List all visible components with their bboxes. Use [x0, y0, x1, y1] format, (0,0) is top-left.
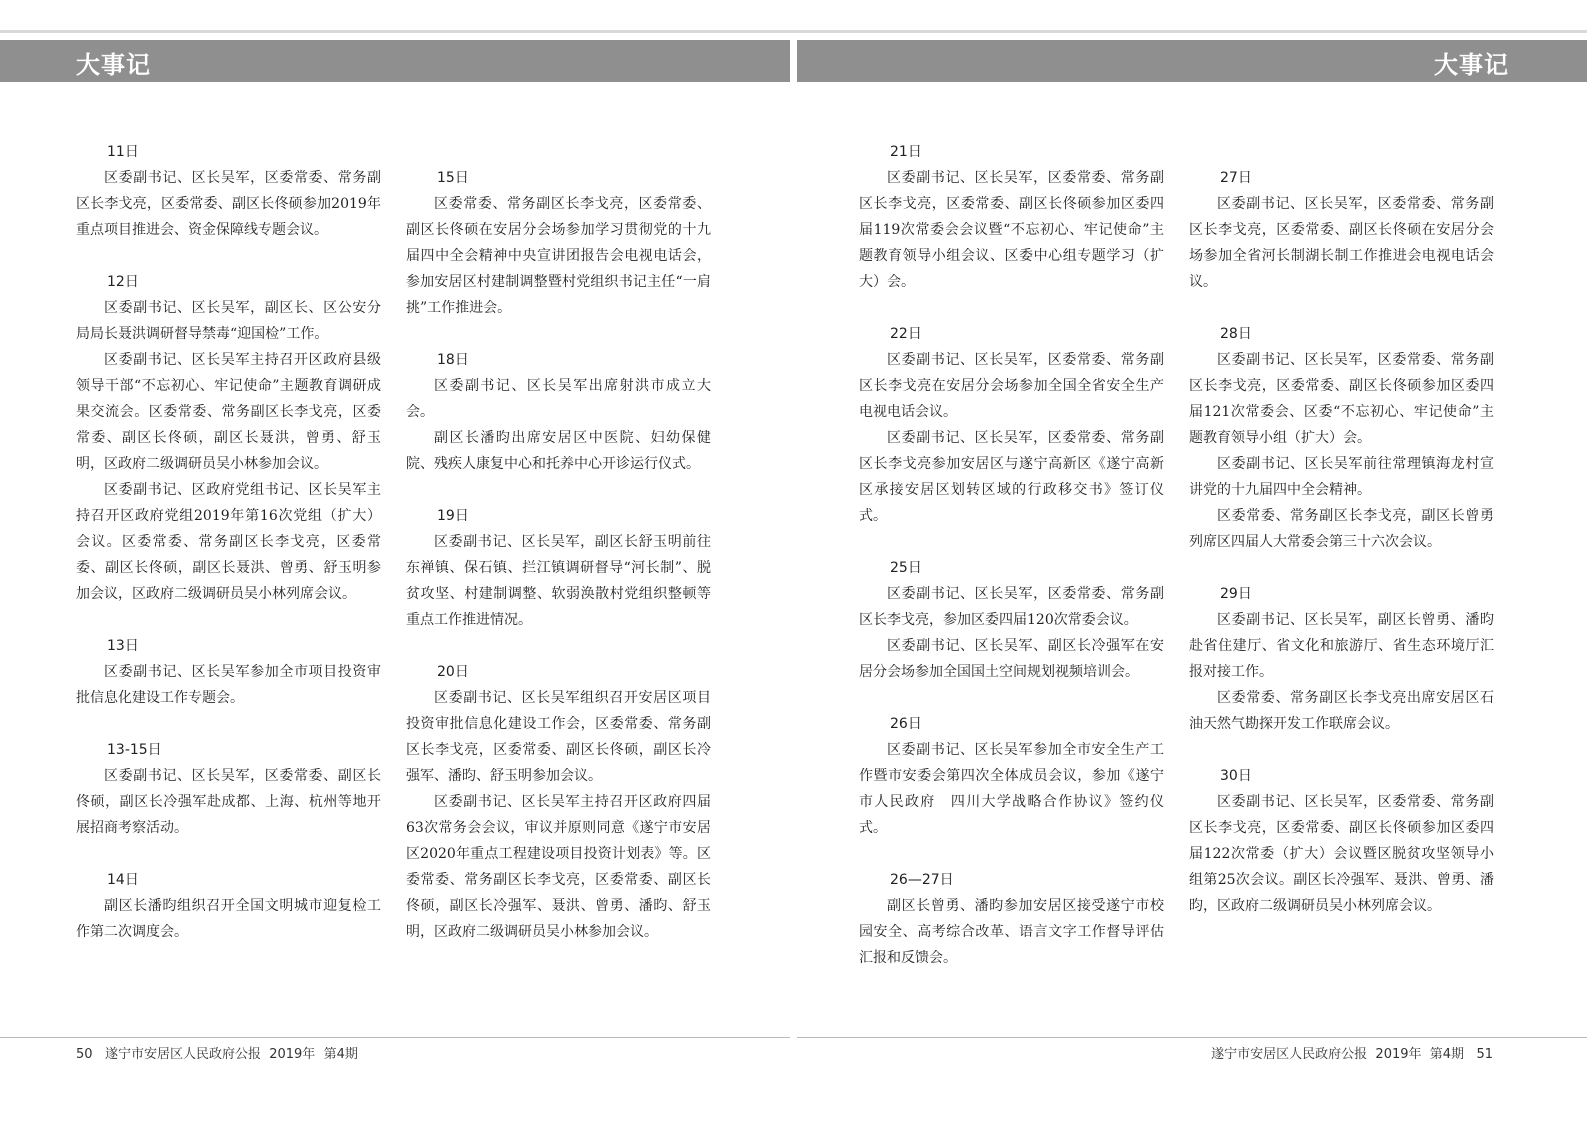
event-date: 27日 — [1220, 170, 1252, 186]
column-3 — [859, 139, 1164, 971]
left-footer-rule — [0, 1037, 790, 1038]
event-paragraph: 区委副书记、区长吴军，区委常委、常务副区长李戈亮，区委常委、副区长佟硕参加2019年重点项目推进会、资金保障线专题会议。 — [76, 170, 381, 238]
event-paragraph: 区委副书记、区长吴军，副区长舒玉明前往东禅镇、保石镇、拦江镇调研督导“河长制”、脱贫攻坚、村建制调整、软弱涣散村党组织整顿等重点工作推进情况。 — [406, 534, 711, 628]
event-paragraph: 区委副书记、区长吴军主持召开区政府县级领导干部“不忘初心、牢记使命”主题教育调研成果交流会。区委常委、常务副区长李戈亮，区委常委、副区长佟硕，副区长聂洪，曾勇、舒玉明，区政府二级调研员吴小林参加会议。 — [76, 352, 381, 472]
column-4 — [1189, 165, 1494, 919]
event-entry — [76, 269, 381, 607]
event-date: 11日 — [107, 144, 139, 160]
event-paragraph: 区委副书记、区长吴军组织召开安居区项目投资审批信息化建设工作会，区委常委、常务副区长李戈亮，区委常委、副区长佟硕，副区长冷强军、潘昀、舒玉明参加会议。 — [406, 690, 711, 784]
event-paragraph: 区委副书记、区长吴军、副区长冷强军在安居分会场参加全国国土空间规划视频培训会。 — [859, 638, 1164, 680]
right-footer-rule — [797, 1037, 1587, 1038]
column-2 — [406, 165, 711, 945]
event-date: 19日 — [437, 508, 469, 524]
event-paragraph: 区委副书记、区长吴军，区委常委、副区长佟硕，副区长冷强军赴成都、上海、杭州等地开展招商考察活动。 — [76, 768, 381, 836]
event-date: 15日 — [437, 170, 469, 186]
left-section-title: 大事记 — [76, 51, 151, 79]
left-publication-title: 遂宁市安居区人民政府公报 2019年 第4期 — [104, 1047, 358, 1062]
column-1 — [76, 139, 381, 945]
event-date: 12日 — [107, 274, 139, 290]
top-rule — [0, 30, 1587, 33]
event-entry — [76, 139, 381, 243]
event-paragraph: 区委副书记、区长吴军，区委常委、常务副区长李戈亮，区委常委、副区长佟硕参加区委四届121次常委会、区委“不忘初心、牢记使命”主题教育领导小组（扩大）会。 — [1189, 352, 1494, 446]
event-entry — [1189, 165, 1494, 295]
right-page-number: 51 — [1476, 1047, 1493, 1062]
event-entry — [76, 867, 381, 945]
event-date: 26—27日 — [890, 872, 954, 888]
event-date: 25日 — [890, 560, 922, 576]
event-date: 13-15日 — [107, 742, 162, 758]
event-entry — [406, 347, 711, 477]
event-paragraph: 区委副书记、区长吴军，区委常委、常务副区长李戈亮，区委常委、副区长佟硕参加区委四届122次常委（扩大）会议暨区脱贫攻坚领导小组第25次会议。副区长冷强军、聂洪、曾勇、潘昀，区政府二级调研员吴小林列席会议。 — [1189, 794, 1494, 914]
event-entry — [406, 165, 711, 321]
event-paragraph: 区委副书记、区长吴军，区委常委、常务副区长李戈亮，区委常委、副区长佟硕参加区委四届119次常委会会议暨“不忘初心、牢记使命”主题教育领导小组会议、区委中心组专题学习（扩大）会。 — [859, 170, 1164, 290]
event-entry — [859, 555, 1164, 685]
event-paragraph: 区委副书记、区长吴军，区委常委、常务副区长李戈亮在安居分会场参加全国全省安全生产电视电话会议。 — [859, 352, 1164, 420]
event-entry — [406, 503, 711, 633]
event-paragraph: 区委常委、常务副区长李戈亮，副区长曾勇列席区四届人大常委会第三十六次会议。 — [1189, 508, 1494, 550]
event-date: 29日 — [1220, 586, 1252, 602]
event-paragraph: 区委副书记、区长吴军出席射洪市成立大会。 — [406, 378, 711, 420]
event-entry — [859, 867, 1164, 971]
event-date: 20日 — [437, 664, 469, 680]
event-paragraph: 区委副书记、区长吴军前往常理镇海龙村宣讲党的十九届四中全会精神。 — [1189, 456, 1494, 498]
event-date: 28日 — [1220, 326, 1252, 342]
event-entry — [859, 321, 1164, 529]
event-entry — [859, 139, 1164, 295]
event-entry — [76, 737, 381, 841]
event-entry — [76, 633, 381, 711]
right-section-title: 大事记 — [1434, 51, 1509, 79]
event-paragraph: 区委副书记、区长吴军参加全市安全生产工作暨市安委会第四次全体成员会议，参加《遂宁市人民政府 四川大学战略合作协议》签约仪式。 — [859, 742, 1164, 836]
right-publication-title: 遂宁市安居区人民政府公报 2019年 第4期 — [1211, 1047, 1465, 1062]
event-paragraph: 区委副书记、区长吴军，副区长、区公安分局局长聂洪调研督导禁毒“迎国检”工作。 — [76, 300, 381, 342]
event-paragraph: 区委副书记、区政府党组书记、区长吴军主持召开区政府党组2019年第16次党组（扩大）会议。区委常委、常务副区长李戈亮，区委常委、副区长佟硕，副区长聂洪、曾勇、舒玉明参加会议，区政府二级调研员吴小林列席会议。 — [76, 482, 381, 602]
event-date: 21日 — [890, 144, 922, 160]
event-date: 22日 — [890, 326, 922, 342]
event-paragraph: 区委副书记、区长吴军，副区长曾勇、潘昀赴省住建厅、省文化和旅游厅、省生态环境厅汇报对接工作。 — [1189, 612, 1494, 680]
event-paragraph: 区委副书记、区长吴军参加全市项目投资审批信息化建设工作专题会。 — [76, 664, 381, 706]
event-date: 26日 — [890, 716, 922, 732]
event-date: 30日 — [1220, 768, 1252, 784]
event-date: 13日 — [107, 638, 139, 654]
event-paragraph: 副区长潘昀出席安居区中医院、妇幼保健院、残疾人康复中心和托养中心开诊运行仪式。 — [406, 430, 711, 472]
event-paragraph: 区委副书记、区长吴军，区委常委、常务副区长李戈亮，区委常委、副区长佟硕在安居分会场参加全省河长制湖长制工作推进会电视电话会议。 — [1189, 196, 1494, 290]
event-paragraph: 区委副书记、区长吴军主持召开区政府四届63次常务会会议，审议并原则同意《遂宁市安居区2020年重点工程建设项目投资计划表》等。区委常委、常务副区长李戈亮，区委常委、副区长佟硕，副区长冷强军、聂洪、曾勇、潘昀、舒玉明，区政府二级调研员吴小林参加会议。 — [406, 794, 711, 940]
right-footer — [1211, 1043, 1493, 1062]
event-entry — [406, 659, 711, 945]
event-date: 14日 — [107, 872, 139, 888]
left-footer — [76, 1043, 358, 1062]
event-date: 18日 — [437, 352, 469, 368]
event-paragraph: 区委副书记、区长吴军，区委常委、常务副区长李戈亮，参加区委四届120次常委会议。 — [859, 586, 1164, 628]
event-paragraph: 区委副书记、区长吴军，区委常委、常务副区长李戈亮参加安居区与遂宁高新区《遂宁高新区承接安居区划转区域的行政移交书》签订仪式。 — [859, 430, 1164, 524]
event-paragraph: 副区长曾勇、潘昀参加安居区接受遂宁市校园安全、高考综合改革、语言文字工作督导评估汇报和反馈会。 — [859, 898, 1164, 966]
event-entry — [1189, 321, 1494, 555]
event-paragraph: 副区长潘昀组织召开全国文明城市迎复检工作第二次调度会。 — [76, 898, 381, 940]
event-entry — [1189, 763, 1494, 919]
left-page-number: 50 — [76, 1047, 93, 1062]
event-paragraph: 区委常委、常务副区长李戈亮，区委常委、副区长佟硕在安居分会场参加学习贯彻党的十九届四中全会精神中央宣讲团报告会电视电话会，参加安居区村建制调整暨村党组织书记主任“一肩挑”工作推进会。 — [406, 196, 711, 316]
event-paragraph: 区委常委、常务副区长李戈亮出席安居区石油天然气勘探开发工作联席会议。 — [1189, 690, 1494, 732]
event-entry — [859, 711, 1164, 841]
event-entry — [1189, 581, 1494, 737]
